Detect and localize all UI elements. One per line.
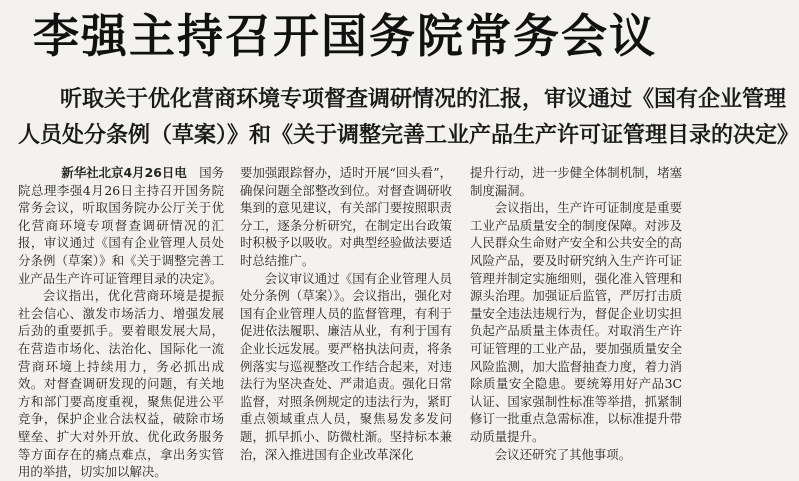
dateline: 新华社北京4月26日电 [61, 165, 187, 180]
subheadline-line-1: 听取关于优化营商环境专项督查调研情况的汇报，审议通过《国有企业管理 [60, 87, 787, 112]
article-column-1 [18, 164, 225, 480]
article-paragraph: 要加强跟踪督办，适时开展“回头看”，确保问题全部整改到位。对督查调研收集到的意见建议，有关部门要按照职责分工，逐条分析研究，在制定出台政策时积极予以吸收。对典型经验做法要适时总结推广。 [240, 165, 452, 268]
article-paragraph: 会议指出，生产许可证制度是重要工业产品质量安全的制度保障。对涉及人民群众生命财产安全和公共安全的高风险产品，要及时研究纳入生产许可证管理并制定实施细则，强化准入管理和源头治理。加强证后监管，严厉打击质量安全违法违规行为，督促企业切实担负起产品质量主体责任。对取消生产许可证管理的工业产品，要加强质量安全风险监测，加大监督抽查力度，着力消除质量安全隐患。要统筹用好产品3C认证、国家强制性标准等举措，抓紧制修订一批重点急需标准，以标准提升带动质量提升。 [470, 200, 682, 444]
article-paragraph: 会议指出，优化营商环境是提振社会信心、激发市场活力、增强发展后劲的重要抓手。要着眼发展大局，在营造市场化、法治化、国际化一流营商环境上持续用力，务必抓出成效。对督查调研发现的问题，有关地方和部门要高度重视，聚焦促进公平竞争，保护企业合法权益，破除市场壁垒、扩大对外开放、优化政务服务等方面存在的痛点难点，拿出务实管用的举措，切实加以解决。 [18, 288, 224, 480]
article-column-3 [470, 164, 682, 462]
headline: 李强主持召开国务院常务会议 [33, 9, 657, 63]
subheadline [18, 82, 799, 154]
paragraph-text: 国务院总理李强4月26日主持召开国务院常务会议，听取国务院办公厅关于优化营商环境专项督查调研情况的汇报，审议通过《国有企业管理人员处分条例（草案）》和《关于调整完善工业产品生产许可证管理目录的决定》。 [18, 165, 225, 286]
article-paragraph: 提升行动，进一步健全体制机制，堵塞制度漏洞。 [470, 165, 682, 198]
article-column-2 [240, 164, 452, 462]
article-paragraph [18, 164, 224, 287]
article-paragraph: 会议审议通过《国有企业管理人员处分条例（草案）》。会议指出，强化对国有企业管理人员的监督管理，有利于促进依法履职、廉洁从业，有利于国有企业长远发展。要严格执法问责，将条例落实与巡视整改工作结合起来，对违法行为坚决查处、严肃追责。强化日常监督，对照条例规定的违法行为，紧盯重点领域重点人员，聚焦易发多发问题，抓早抓小、防微杜渐。坚持标本兼治，深入推进国有企业改革深化 [240, 270, 452, 462]
article-paragraph: 会议还研究了其他事项。 [494, 446, 632, 462]
article-body [0, 164, 690, 480]
subheadline-line-2: 人员处分条例（草案）》和《关于调整完善工业产品生产许可证管理目录的决定》 [18, 123, 799, 148]
